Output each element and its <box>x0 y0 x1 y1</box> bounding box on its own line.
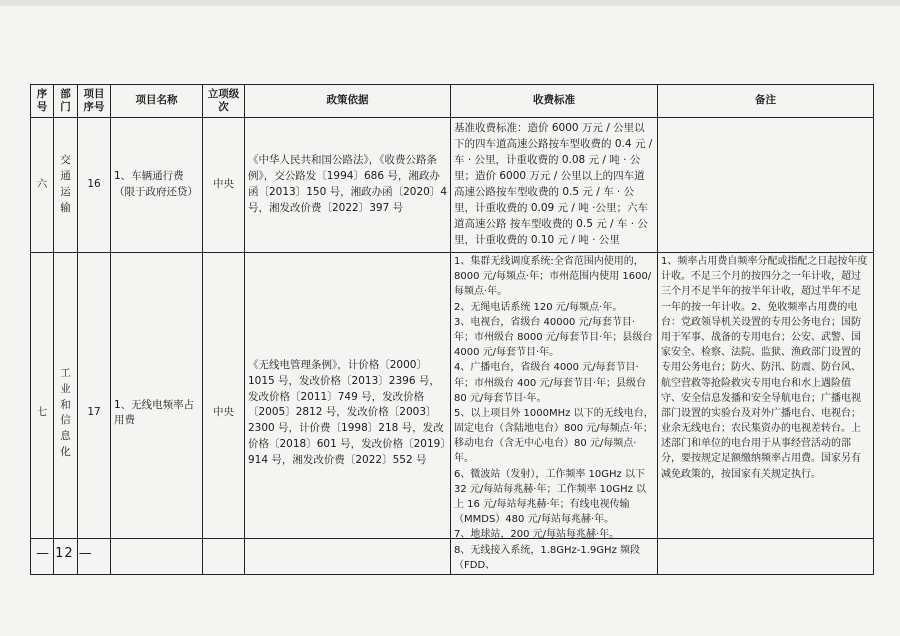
row-dept: 交通运输 <box>54 118 78 253</box>
page-top-border <box>0 0 900 6</box>
row-policy: 《中华人民共和国公路法》，《收费公路条例》，交公路发〔1994〕686 号，湘政办函〔2013〕150 号，湘政办函〔2020〕4 号，湘发改价费〔2022〕397 号 <box>245 118 451 253</box>
table-header-row <box>31 85 874 118</box>
fee-table <box>30 84 874 575</box>
row-policy: 《无线电管理条例》，计价格〔2000〕1015 号，发改价格〔2013〕2396 号，发改价格〔2011〕749 号，发改价格〔2005〕2812 号，发改价格〔2003〕2300 号，计价费〔1998〕218 号，发改价格〔2018〕601 号，发改价格〔2019〕914 号，湘发改价费〔2022〕552 号 <box>245 253 451 575</box>
standard-item: 5、以上项目外 1000MHz 以下的无线电台，固定电台（含陆地电台）800 元/每频点·年；移动电台（含无中心电台）80 元/每频点·年。 <box>454 407 654 465</box>
row-item-no: 16 <box>78 118 111 253</box>
row-remark: 1、频率占用费自频率分配或指配之日起按年度计收。不足三个月的按四分之一年计收，超过三个月不足半年的按半年计收，超过半年不足一年的按一年计收。2、免收频率占用费的电台：党政领导机关设置的专用公务电台；国防用于军事、战备的专用电台；公安、武警、国家安全、检察、法院、监狱、渔政部门设置的专用公务电台；防火、防汛、防震、防台风、航空营救等抢险救灾专用电台和水上遇险值守、安全信息发播和安全导航电台；广播电视部门设置的实验台及对外广播电台、电视台；业余无线电台；农民集资办的电视差转台。上述部门和单位的电台用于从事经营活动的部分，要按规定足额缴纳频率占用费。国家另有减免政策的，按国家有关规定执行。 <box>658 253 874 575</box>
row-dept: 工业和信息化 <box>54 253 78 575</box>
standard-item: 6、微波站（发射），工作频率 10GHz 以下 32 元/每站每兆赫·年；工作频率 10GHz 以上 16 元/每站每兆赫·年；有线电视传输（MMDS）480 元/每站每兆赫·年。 <box>454 468 647 526</box>
row-level: 中央 <box>203 118 245 253</box>
row-seq: 七 <box>31 253 54 575</box>
header-item-no: 项目序号 <box>78 85 111 118</box>
header-level: 立项级次 <box>203 85 245 118</box>
header-item-name: 项目名称 <box>111 85 203 118</box>
standard-item: 3、电视台，省级台 40000 元/每套节目·年；市州级台 8000 元/每套节目·年；县级台 4000 元/每套节目·年。 <box>454 316 653 359</box>
table-row <box>31 253 874 575</box>
row-standard <box>451 253 658 575</box>
row-standard: 基准收费标准：造价 6000 万元 / 公里以下的四车道高速公路按车型收费的 0.4 元 / 车 · 公里，计重收费的 0.08 元 / 吨 · 公里；造价 6000 万元 / 公里以上的四车道高速公路按车型收费的 0.5 元 / 车 · 公里，计重收费的 0.09 元 / 吨 ·公里；六车道高速公路 按车型收费的 0.5 元 / 车 · 公里，计重收费的 0.10 元 / 吨 · 公里 <box>451 118 658 253</box>
row-item-name: 1、车辆通行费（限于政府还贷） <box>111 118 203 253</box>
header-policy: 政策依据 <box>245 85 451 118</box>
standard-item: 7、地球站，200 元/每站每兆赫·年。 <box>454 529 620 541</box>
header-dept: 部门 <box>54 85 78 118</box>
row-level: 中央 <box>203 253 245 575</box>
standard-item: 8、无线接入系统，1.8GHz-1.9GHz 频段（FDD、 <box>454 544 640 571</box>
header-remark: 备注 <box>658 85 874 118</box>
page-number: — 12 — <box>36 546 93 561</box>
standard-item: 1、集群无线调度系统:全省范围内使用的，8000 元/每频点·年；市州范围内使用 1600/每频点·年。 <box>454 256 652 298</box>
row-seq: 六 <box>31 118 54 253</box>
row-remark <box>658 118 874 253</box>
table-bottom-line <box>30 538 873 539</box>
header-standard: 收费标准 <box>451 85 658 118</box>
row-item-name: 1、无线电频率占用费 <box>111 253 203 575</box>
standard-item: 2、无绳电话系统 120 元/每频点·年。 <box>454 301 623 313</box>
row-item-no: 17 <box>78 253 111 575</box>
header-seq: 序号 <box>31 85 54 118</box>
standard-item: 4、广播电台，省级台 4000 元/每套节目·年；市州级台 400 元/每套节目·年；县级台 80 元/每套节目·年。 <box>454 362 646 404</box>
table-row <box>31 118 874 253</box>
